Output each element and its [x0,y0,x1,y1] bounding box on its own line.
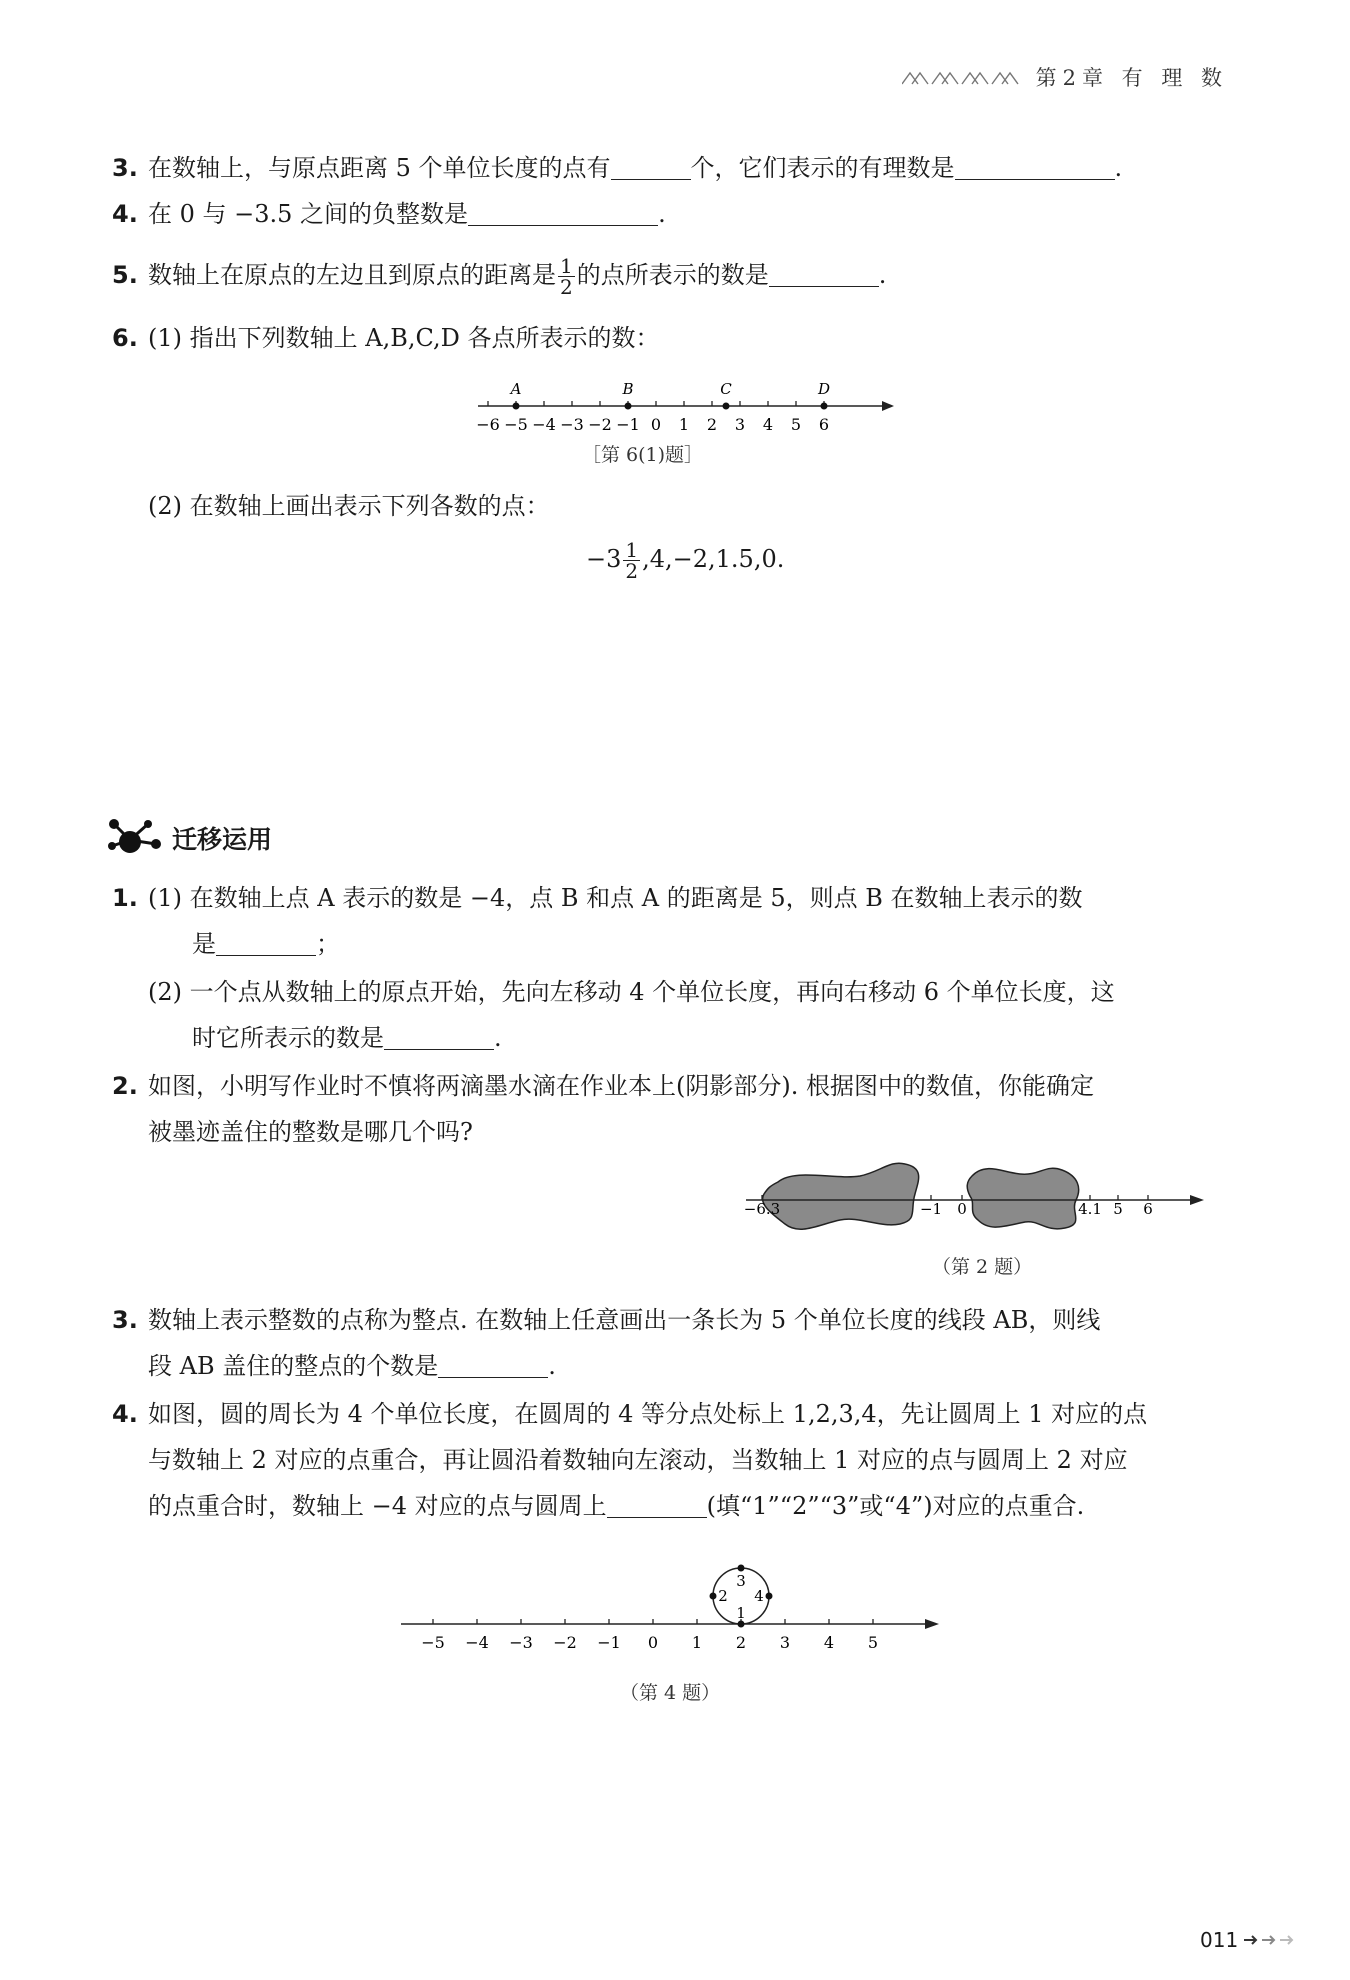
transfer-question-1: 1. (1) 在数轴上点 A 表示的数是 −4，点 B 和点 A 的距离是 5，则点 B 在数轴上表示的数 [112,884,1083,912]
practice-question-5: 5. 数轴上在原点的左边且到原点的距离是 $\frac{1}{2}$ 的点所表示的数是 . [112,254,887,299]
transfer-question-4-cont-2: 的点重合时，数轴上 −4 对应的点与圆周上 (填“1”“2”“3”或“4”)对应的点重合. [148,1492,1085,1520]
section-header [106,816,272,860]
tick-label: −1 [597,1633,621,1652]
fraction: $\frac{1}{2}$ [560,254,573,299]
number-list: −3 $\frac{1}{2}$ ,4,−2,1.5,0. [586,538,785,583]
tick-label: −2 [588,415,612,434]
answer-blank[interactable] [468,199,658,226]
ink-blot-right [967,1168,1078,1229]
transfer-question-3-cont: 段 AB 盖住的整点的个数是 . [148,1352,556,1380]
axis-arrow [1190,1195,1204,1205]
tick-label: −2 [553,1633,577,1652]
practice-question-3: 3. 在数轴上，与原点距离 5 个单位长度的点有 个，它们表示的有理数是 . [112,154,1123,182]
answer-blank[interactable] [216,929,316,956]
tick-label: 5 [1113,1200,1123,1218]
ink-number-line-q2 [740,1160,1220,1240]
page-number: 011 [1200,1928,1302,1952]
transfer-question-1-part-2: (2) 一个点从数轴上的原点开始，先向左移动 4 个单位长度，再向右移动 6 个单位长度，这 [148,978,1115,1006]
axis-arrow [882,401,894,411]
tick-label: 3 [734,415,746,434]
tick-label: 1 [678,415,690,434]
tick-label: −3 [509,1633,533,1652]
tick-label: −1 [616,415,640,434]
figure-caption: ［第 6(1)题］ [582,444,704,466]
tick-label: 6 [818,415,830,434]
transfer-question-4: 4. 如图，圆的周长为 4 个单位长度，在圆周的 4 等分点处标上 1,2,3,4，先让圆周上 1 对应的点 [112,1400,1148,1428]
point-label: C [720,380,732,398]
section-title: 迁移运用 [172,825,273,854]
circle-point [738,1565,745,1572]
answer-blank[interactable] [384,1023,494,1050]
practice-question-4: 4. 在 0 与 −3.5 之间的负整数是 . [112,200,666,228]
tick-label: 1 [691,1633,703,1652]
point-label: A [510,380,522,398]
tick-label: 4 [823,1633,835,1652]
arrow-decoration-icon [1242,1933,1302,1947]
tick-label: 0 [650,415,662,434]
tick-label: 5 [790,415,802,434]
tick-label: −1 [919,1200,943,1218]
point-c [723,403,730,410]
tick-label: 0 [957,1200,967,1218]
circle-label: 4 [754,1587,764,1605]
tick-label: 5 [867,1633,879,1652]
circle-point [710,1593,717,1600]
tick-label: 4.1 [1078,1200,1102,1218]
tick-label: 0 [647,1633,659,1652]
tick-label: 2 [706,415,718,434]
answer-blank[interactable] [769,260,879,287]
page-header [902,62,1228,92]
answer-blank[interactable] [611,153,691,180]
figure-caption: （第 4 题） [620,1682,721,1704]
molecule-icon [106,816,162,860]
circle-label: 1 [736,1604,746,1622]
practice-question-6: 6. (1) 指出下列数轴上 A,B,C,D 各点所表示的数： [112,324,660,352]
tick-label: −6 [476,415,500,434]
tick-label: −5 [421,1633,445,1652]
ink-blot-left [763,1163,919,1229]
point-label: D [817,380,831,398]
tick-label: 6 [1143,1200,1153,1218]
tick-label: 3 [779,1633,791,1652]
circle-point [766,1593,773,1600]
figure-caption: （第 2 题） [932,1256,1033,1278]
circle-label: 3 [736,1572,746,1590]
tick-label: −3 [560,415,584,434]
chapter-title: 第2章 有 理 数 [1035,66,1228,90]
fraction: $\frac{1}{2}$ [625,538,639,583]
tick-label: 2 [735,1633,747,1652]
transfer-question-1-part-2-cont: 时它所表示的数是 . [192,1024,502,1052]
transfer-question-1-cont: 是 ； [192,930,340,958]
tick-label: −5 [504,415,528,434]
tick-label: −6.3 [743,1200,781,1218]
rolling-circle-number-line-q4 [395,1550,955,1680]
point-label: B [622,380,634,398]
point-d [821,403,828,410]
axis-arrow [925,1619,939,1629]
transfer-question-2-cont: 被墨迹盖住的整数是哪几个吗? [148,1118,473,1146]
tick-label: 4 [762,415,774,434]
answer-blank[interactable] [607,1491,707,1518]
tick-label: −4 [465,1633,489,1652]
practice-question-6-part-2: (2) 在数轴上画出表示下列各数的点： [148,492,550,520]
answer-blank[interactable] [438,1351,548,1378]
answer-blank[interactable] [955,153,1115,180]
transfer-question-4-cont: 与数轴上 2 对应的点重合，再让圆沿着数轴向左滚动，当数轴上 1 对应的点与圆周上 2 对应 [148,1446,1128,1474]
tick-label: −4 [532,415,556,434]
circle-label: 2 [718,1587,728,1605]
mountain-decoration-icon [902,69,1022,85]
transfer-question-3: 3. 数轴上表示整数的点称为整点. 在数轴上任意画出一条长为 5 个单位长度的线段 AB，则线 [112,1306,1101,1334]
point-a [513,403,520,410]
point-b [625,403,632,410]
transfer-question-2: 2. 如图，小明写作业时不慎将两滴墨水滴在作业本上(阴影部分). 根据图中的数值，你能确定 [112,1072,1094,1100]
